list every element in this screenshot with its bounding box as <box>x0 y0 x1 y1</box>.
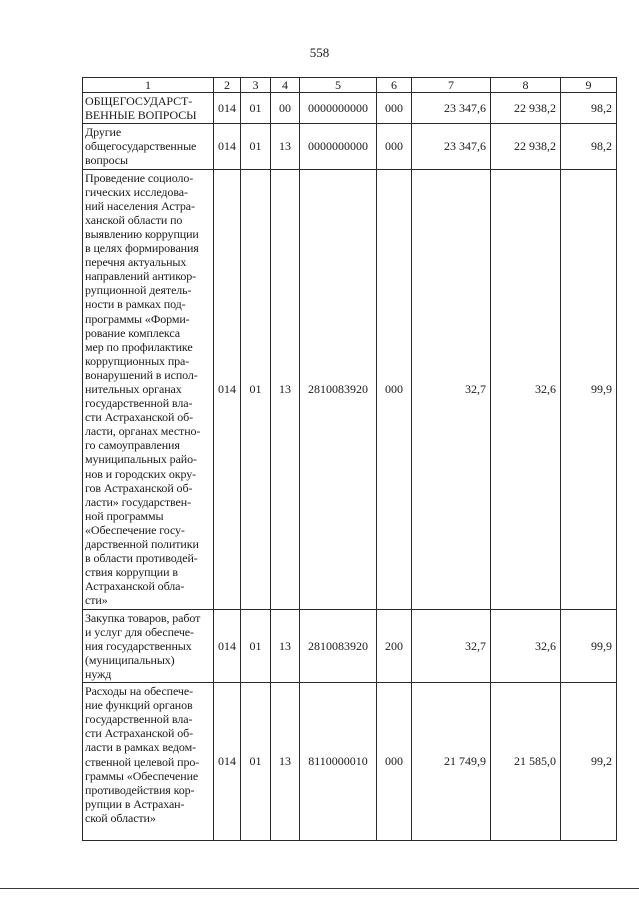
page-number: 558 <box>309 45 330 60</box>
row-name-line: нов и городских окру- <box>85 466 197 481</box>
planned-amount-cell: 23 347,6 <box>412 93 491 124</box>
column-number: 4 <box>271 78 300 93</box>
table-row <box>83 609 617 682</box>
row-name-line: общегосударственные <box>85 139 197 154</box>
row-name-line: муниципальных райо- <box>85 452 197 467</box>
ministry-code-cell: 014 <box>214 683 241 841</box>
execution-percent-cell: 99,9 <box>561 169 617 609</box>
row-name-line: вопросы <box>85 153 128 168</box>
row-name-line: мер по профилактике <box>85 339 193 354</box>
row-name-line: ствия коррупции в <box>85 565 178 580</box>
row-name-line: сти Астраханской об- <box>85 726 194 741</box>
expense-type-code-cell: 000 <box>377 124 412 169</box>
row-name-line: противодействия кор- <box>85 782 195 797</box>
expense-type-code-cell: 000 <box>377 93 412 124</box>
target-article-code-cell: 0000000000 <box>300 93 377 124</box>
row-name-line: нужд <box>85 666 112 681</box>
row-name-line: ласти в рамках ведом- <box>85 740 196 755</box>
row-name-line: сти Астраханской об- <box>85 410 194 425</box>
row-name-line: ности в рамках под- <box>85 297 186 312</box>
row-name-line: и услуг для обеспече- <box>85 624 194 639</box>
executed-amount-cell: 32,6 <box>491 169 561 609</box>
target-article-code-cell: 0000000000 <box>300 124 377 169</box>
executed-amount-cell: 22 938,2 <box>491 124 561 169</box>
page-bottom-rule <box>0 888 639 889</box>
row-name-line: Закупка товаров, работ <box>85 610 201 625</box>
row-name-line: ственной целевой про- <box>85 754 200 769</box>
column-number: 1 <box>83 78 214 93</box>
section-code-cell: 01 <box>241 609 271 682</box>
subsection-code-cell: 13 <box>271 169 300 609</box>
column-number-row <box>83 78 617 93</box>
row-name-line: Астраханской обла- <box>85 579 185 594</box>
row-name-line: сти» <box>85 593 108 608</box>
row-name-line: го самоуправления <box>85 438 180 453</box>
column-number: 8 <box>491 78 561 93</box>
row-name-line: Проведение социоло- <box>85 170 194 185</box>
row-name-line: Другие <box>85 125 122 140</box>
row-name-line: гов Астраханской об- <box>85 480 193 495</box>
column-number: 6 <box>377 78 412 93</box>
section-code-cell: 01 <box>241 169 271 609</box>
row-name-line: ласти» государствен- <box>85 494 191 509</box>
column-number: 5 <box>300 78 377 93</box>
subsection-code-cell: 13 <box>271 609 300 682</box>
executed-amount-cell: 22 938,2 <box>491 93 561 124</box>
executed-amount-cell: 21 585,0 <box>491 683 561 841</box>
section-code-cell: 01 <box>241 124 271 169</box>
row-name-line: ний населения Астра- <box>85 198 195 213</box>
row-name-line: ние функций органов <box>85 698 193 713</box>
row-name-line: рование комплекса <box>85 325 180 340</box>
table-row <box>83 124 617 169</box>
execution-percent-cell: 99,9 <box>561 609 617 682</box>
ministry-code-cell: 014 <box>214 609 241 682</box>
table-row <box>83 93 617 124</box>
row-name-line: ния государственных <box>85 638 192 653</box>
row-name-cell <box>83 124 214 169</box>
ministry-code-cell: 014 <box>214 93 241 124</box>
row-name-line: вонарушений в испол- <box>85 367 198 382</box>
row-name-line: ской области» <box>85 810 156 825</box>
column-number: 7 <box>412 78 491 93</box>
budget-table <box>82 77 617 841</box>
execution-percent-cell: 98,2 <box>561 93 617 124</box>
row-name-line: государственной вла- <box>85 712 193 727</box>
row-name-cell <box>83 683 214 841</box>
row-name-line: рупции в Астрахан- <box>85 796 185 811</box>
planned-amount-cell: 32,7 <box>412 169 491 609</box>
row-name-line: направлений антикор- <box>85 269 197 284</box>
section-code-cell: 01 <box>241 683 271 841</box>
target-article-code-cell: 2810083920 <box>300 169 377 609</box>
row-name-line: Расходы на обеспече- <box>85 684 193 699</box>
row-name-line: ной программы <box>85 508 164 523</box>
column-number: 2 <box>214 78 241 93</box>
row-name-line: рупционной деятель- <box>85 283 192 298</box>
target-article-code-cell: 2810083920 <box>300 609 377 682</box>
row-name-line: дарственной политики <box>85 537 199 551</box>
row-name-line: ОБЩЕГОСУДАРСТ- <box>85 94 193 109</box>
row-name-line: гических исследова- <box>85 184 188 199</box>
row-name-cell <box>83 169 214 609</box>
row-name-line: в целях формирования <box>85 241 199 256</box>
execution-percent-cell: 98,2 <box>561 124 617 169</box>
column-number: 3 <box>241 78 271 93</box>
row-name-line: программы «Форми- <box>85 311 190 326</box>
row-name-line: ВЕННЫЕ ВОПРОСЫ <box>85 108 197 123</box>
column-number: 9 <box>561 78 617 93</box>
table-row <box>83 683 617 841</box>
row-name-line: в области противодей- <box>85 551 198 566</box>
row-name-cell <box>83 609 214 682</box>
row-name-line: выявлению коррупции <box>85 226 199 241</box>
row-name-line: государственной вла- <box>85 396 193 411</box>
planned-amount-cell: 32,7 <box>412 609 491 682</box>
executed-amount-cell: 32,6 <box>491 609 561 682</box>
target-article-code-cell: 8110000010 <box>300 683 377 841</box>
expense-type-code-cell: 000 <box>377 683 412 841</box>
subsection-code-cell: 13 <box>271 124 300 169</box>
subsection-code-cell: 00 <box>271 93 300 124</box>
ministry-code-cell: 014 <box>214 169 241 609</box>
table-row <box>83 169 617 609</box>
planned-amount-cell: 21 749,9 <box>412 683 491 841</box>
section-code-cell: 01 <box>241 93 271 124</box>
planned-amount-cell: 23 347,6 <box>412 124 491 169</box>
row-name-line: перечня актуальных <box>85 255 187 270</box>
row-name-line: (муниципальных) <box>85 652 175 667</box>
execution-percent-cell: 99,2 <box>561 683 617 841</box>
row-name-line: граммы «Обеспечение <box>85 768 199 783</box>
row-name-line: «Обеспечение госу- <box>85 522 185 537</box>
row-name-line: ханской области по <box>85 212 183 227</box>
subsection-code-cell: 13 <box>271 683 300 841</box>
row-name-line: нительных органах <box>85 381 182 396</box>
row-name-cell <box>83 93 214 124</box>
expense-type-code-cell: 200 <box>377 609 412 682</box>
expense-type-code-cell: 000 <box>377 169 412 609</box>
row-name-line: ласти, органах местно- <box>85 424 201 439</box>
ministry-code-cell: 014 <box>214 124 241 169</box>
row-name-line: коррупционных пра- <box>85 353 190 368</box>
